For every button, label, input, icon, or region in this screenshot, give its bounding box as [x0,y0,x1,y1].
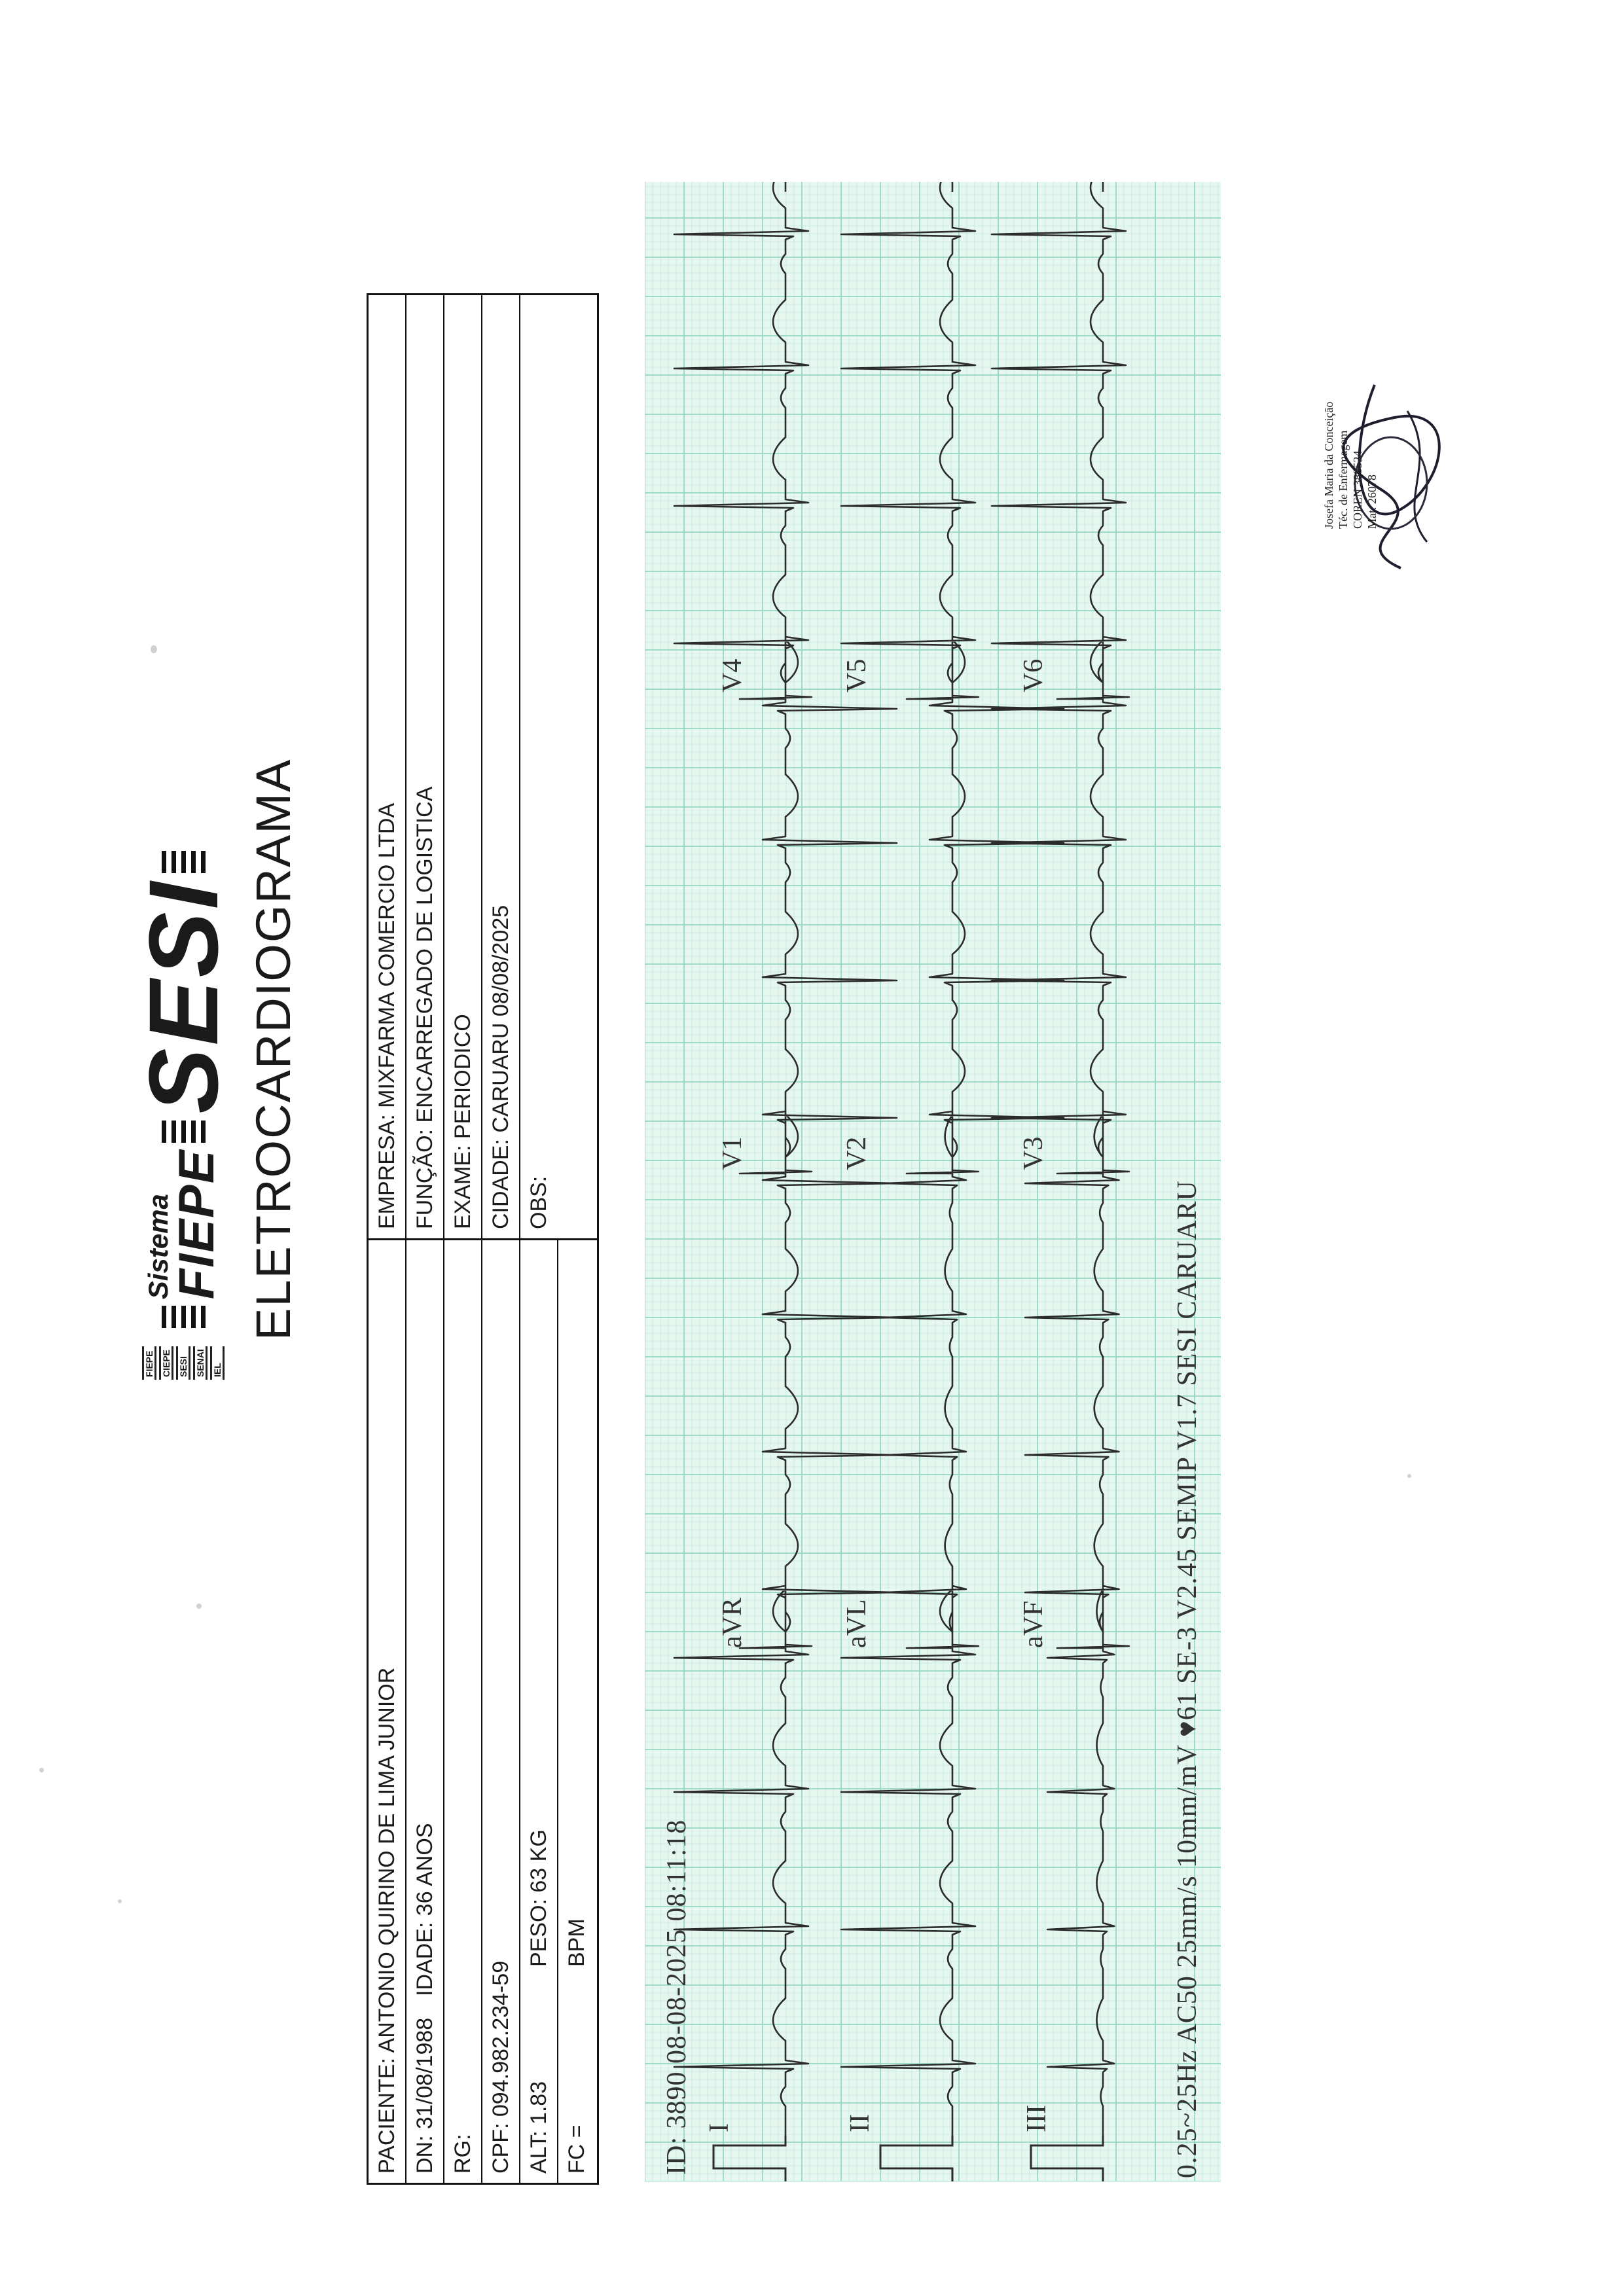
patient-dob: DN: 31/08/1988 [412,2017,437,2174]
lead-label-V5: V5 [842,658,872,692]
lead-label-V3: V3 [1019,1136,1049,1170]
company-role: FUNÇÃO: ENCARREGADO DE LOGISTICA [412,786,437,1229]
lead-label-V6: V6 [1019,658,1049,692]
title-part-2: CAR [246,1032,300,1139]
ecg-header-text: ID: 3890 08-08-2025 08:11:18 [662,1819,692,2175]
patient-weight: PESO: 63 KG [526,1829,551,1967]
ecg-grid-svg [645,182,1221,2181]
scan-speck [1407,1474,1411,1478]
patient-cpf: CPF: 094.982.234-59 [488,1960,513,2174]
lead-label-III: III [1022,2105,1052,2132]
logo-small-3: SESI [176,1346,190,1380]
company-name: EMPRESA: MIXFARMA COMERCIO LTDA [374,802,399,1229]
stamp-line-3: COREN 388524 [1351,450,1364,529]
lead-label-V2: V2 [842,1136,872,1170]
patient-height: ALT: 1.83 [526,2081,551,2174]
row-empresa [369,295,406,1238]
lead-label-V1: V1 [717,1136,748,1170]
patient-info-table [367,293,599,2185]
logo-fiepe-text: FIEPE [169,1149,225,1300]
lead-label-aVL: aVL [842,1599,872,1648]
patient-column [369,1240,597,2183]
row-cidade [482,295,520,1238]
stamp-line-1: Josefa Maria da Conceição [1322,401,1335,529]
logo-bars-right [162,851,206,873]
patient-rg: RG: [450,2134,475,2174]
logo-small-entities [142,1346,225,1380]
company-column [369,295,597,1238]
lead-label-II: II [845,2114,875,2132]
lead-label-I: I [704,2123,734,2132]
lead-label-aVR: aVR [717,1598,748,1648]
scan-speck [39,1768,44,1772]
scan-speck [151,645,157,653]
stamp-line-4: Mat. 26078 [1365,475,1379,529]
patient-age: IDADE: 36 ANOS [412,1823,437,1996]
logo-small-4: SENAI [193,1346,208,1380]
logo-system-text: Sistema [143,1194,173,1300]
lead-label-V4: V4 [717,658,748,692]
title-part-1: ELETRO [246,1138,300,1340]
logo-small-1: FIEPE [142,1346,156,1380]
row-dob [406,1240,444,2183]
patient-fc: FC = [564,2125,589,2174]
company-exam: EXAME: PERIODICO [450,1014,475,1229]
lead-label-aVF: aVF [1019,1600,1049,1648]
title-part-3: DIOGRAMA [246,758,300,1033]
scan-speck [196,1604,202,1609]
sesi-logo [128,844,238,1380]
row-funcao [406,295,444,1238]
logo-small-2: CIEPE [159,1346,173,1380]
row-fc [558,1240,596,2183]
patient-name: PACIENTE: ANTONIO QUIRINO DE LIMA JUNIOR [374,1667,399,2174]
logo-bars-mid [162,1121,206,1143]
row-alt [520,1240,558,2183]
document-title [245,759,301,1340]
scan-speck [118,1899,122,1903]
company-city: CIDADE: CARUARU 08/08/2025 [488,905,513,1229]
row-obs [520,295,598,1238]
row-exame [444,295,482,1238]
ecg-footer-text: 0.25~25Hz AC50 25mm/s 10mm/mV ♥61 SE-3 V2.45 SEMIP V1.7 SESI CARUARU [1172,1180,1202,2178]
row-rg [444,1240,482,2183]
stamp-line-2: Téc. de Enfermagem [1337,430,1350,529]
logo-bars-left [162,1306,206,1328]
ecg-strip [645,182,1221,2181]
logo-fiepe [143,1149,225,1300]
row-patient-name [369,1240,406,2183]
row-cpf [482,1240,520,2183]
logo-sesi-text: SESI [128,879,238,1114]
logo-small-5: IEL [210,1346,225,1380]
company-obs: OBS: [526,1175,551,1229]
patient-bpm: BPM [564,1918,589,1967]
